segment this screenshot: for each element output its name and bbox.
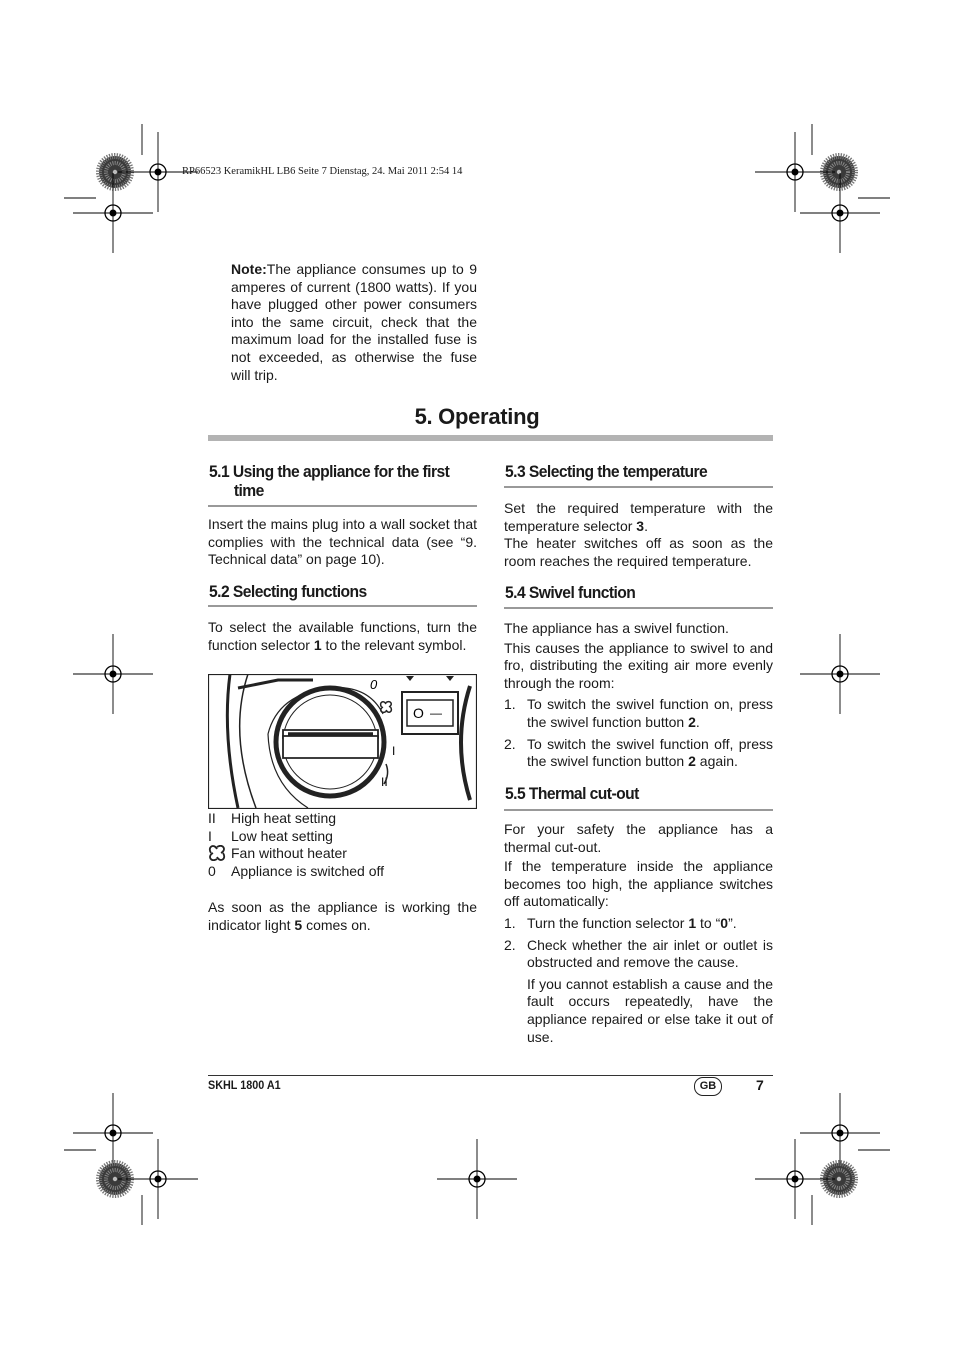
section-5-1-heading [209, 462, 485, 500]
registration-crosshair-icon [118, 1139, 198, 1219]
registration-crosshair-icon [73, 634, 153, 714]
section-5-4-body: The appliance has a swivel function. This causes the appliance to swivel to and fro, distributing the exiting air more evenly through the room: 1. To switch the swivel function on, press the swivel function button 2. 2. To switch the swivel function off, press the swivel function button 2 again. [504, 620, 773, 770]
title-rule [208, 435, 773, 441]
section-5-1-heading-line2: time [233, 481, 264, 500]
footer-rule [208, 1075, 773, 1076]
setting-low-label: I [392, 744, 396, 758]
section-5-1-heading-line1: 5.1 Using the appliance for the first [209, 462, 450, 481]
list-item: 2. To switch the swivel function off, press the swivel function button 2 again. [504, 735, 773, 770]
registration-crosshair-icon [800, 1093, 880, 1173]
language-badge: GB [694, 1077, 722, 1096]
list-item: 1. To switch the swivel function on, press the swivel function button 2. [504, 696, 773, 730]
switch-on-label: — [430, 706, 442, 720]
section-5-5-body: For your safety the appliance has a thermal cut-out. If the temperature inside the appliance becomes too high, the appliance switches off automatically: 1. Turn the function selector 1 to “0”. 2. Check whether the air inlet or outlet is obstructed and remove the cause. If you cannot establish a cause and the fault occurs repeatedly, have the appliance repaired or else take it out of use. [504, 821, 773, 1045]
note-label: Note: [231, 261, 267, 277]
indicator-paragraph: As soon as the appliance is working the indicator light 5 comes on. [208, 899, 477, 933]
legend-row [208, 845, 384, 863]
legend-text: Appliance is switched off [231, 862, 385, 879]
section-5-5-rule [504, 809, 773, 811]
section-5-3-body: Set the required temperature with the temperature selector 3. The heater switches off as soon as the room reaches the required temperature. [504, 500, 773, 569]
thermal-steps [504, 915, 773, 1046]
registration-crosshair-icon [755, 1139, 835, 1219]
section-5-1-body: Insert the mains plug into a wall socket that complies with the technical data (see “9. Technical data” on page 10). [208, 516, 477, 568]
section-5-4-heading: 5.4 Swivel function [505, 583, 636, 602]
section-5-4-rule [504, 607, 773, 609]
print-slug: RP66523 KeramikHL LB6 Seite 7 Dienstag, 24. Mai 2011 2:54 14 [182, 166, 463, 177]
list-item: 2. Check whether the air inlet or outlet is obstructed and remove the cause. If you cannot establish a cause and the fault occurs repeatedly, have the appliance repaired or else take it out of use. [504, 936, 773, 1045]
switch-off-label: O [413, 705, 424, 721]
page-title: 5. Operating [414, 404, 540, 429]
section-5-5-heading: 5.5 Thermal cut-out [505, 784, 639, 803]
legend-symbol: II [208, 810, 216, 826]
swivel-steps [504, 696, 773, 770]
setting-high-label: II [381, 775, 388, 789]
section-5-3-heading: 5.3 Selecting the temperature [505, 462, 708, 481]
fan-icon [208, 845, 226, 861]
section-5-2-rule [208, 605, 477, 607]
legend-symbol: I [208, 827, 212, 844]
note-paragraph [231, 261, 477, 384]
section-5-1-rule [208, 505, 477, 507]
note-text: The appliance consumes up to 9 amperes of current (1800 watts). If you have plugged other power consumers into the same circuit, check that the maximum load for the installed fuse is not exceeded, as otherwise the fuse will trip. [231, 261, 477, 383]
registration-crosshair-icon [800, 634, 880, 714]
section-5-3-rule [504, 486, 773, 488]
function-legend [208, 810, 384, 880]
registration-crosshair-icon [437, 1139, 517, 1219]
legend-row [208, 810, 384, 828]
legend-row [208, 863, 384, 881]
legend-text: Fan without heater [231, 845, 347, 862]
registration-crosshair-icon [800, 173, 880, 253]
list-item: 1. Turn the function selector 1 to “0”. [504, 914, 737, 931]
registration-crosshair-icon [73, 173, 153, 253]
page-number: 7 [756, 1077, 764, 1093]
function-selector-figure [208, 674, 477, 809]
registration-crosshair-icon [755, 132, 835, 212]
section-5-2-heading: 5.2 Selecting functions [209, 582, 367, 601]
footer-model: SKHL 1800 A1 [208, 1078, 281, 1092]
legend-text: High heat setting [231, 810, 337, 826]
legend-row [208, 828, 384, 846]
setting-off-label: 0 [370, 677, 378, 692]
legend-symbol: 0 [208, 862, 216, 879]
legend-text: Low heat setting [231, 827, 333, 844]
section-5-2-body: To select the available functions, turn the function selector 1 to the relevant symbol. [208, 619, 477, 653]
